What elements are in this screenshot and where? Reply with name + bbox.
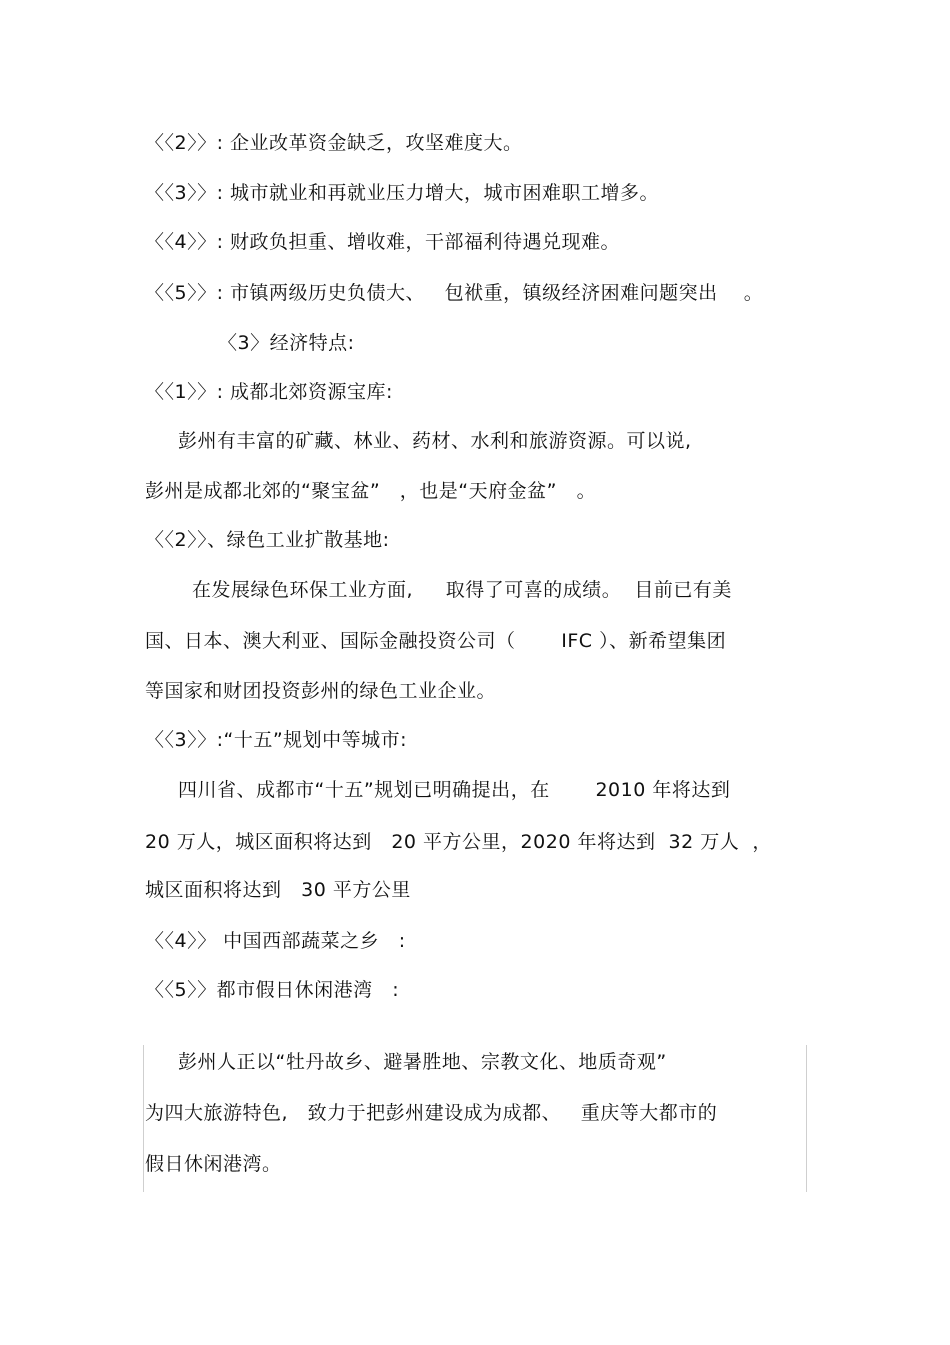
- box-right-border: [806, 1045, 807, 1192]
- paragraph-line: 等国家和财团投资彭州的绿色工业企业。: [145, 680, 497, 702]
- text-line: 〈〈2〉〉: 企业改革资金缺乏，攻坚难度大。: [145, 132, 523, 154]
- paragraph-line: 20 万人，城区面积将达到 20 平方公里，2020 年将达到 32 万人 ，: [145, 831, 772, 853]
- text-line: 〈〈5〉〉: 市镇两级历史负债大、 包袱重，镇级经济困难问题突出 。: [145, 282, 764, 304]
- text-line: 〈〈2〉〉、绿色工业扩散基地:: [145, 529, 390, 551]
- paragraph-line: 彭州有丰富的矿藏、林业、药材、水利和旅游资源。可以说,: [178, 430, 692, 452]
- paragraph-line: 城区面积将达到 30 平方公里: [145, 879, 411, 901]
- paragraph-line: 彭州人正以“牡丹故乡、避暑胜地、宗教文化、地质奇观”: [178, 1051, 667, 1073]
- paragraph-line: 国、日本、澳大利亚、国际金融投资公司（ IFC ）、新希望集团: [145, 630, 727, 652]
- paragraph-line: 为四大旅游特色, 致力于把彭州建设成为成都、 重庆等大都市的: [145, 1102, 718, 1124]
- text-line: 〈〈3〉〉: 城市就业和再就业压力增大，城市困难职工增多。: [145, 182, 660, 204]
- text-line: 〈〈1〉〉: 成都北郊资源宝库:: [145, 381, 393, 403]
- paragraph-line: 在发展绿色环保工业方面, 取得了可喜的成绩。 目前已有美: [192, 579, 732, 601]
- box-left-border: [143, 1045, 144, 1192]
- paragraph-line: 假日休闲港湾。: [145, 1153, 282, 1175]
- text-line: 〈〈4〉〉: 财政负担重、增收难，干部福利待遇兑现难。: [145, 231, 621, 253]
- paragraph-line: 四川省、成都市“十五”规划已明确提出，在 2010 年将达到: [178, 779, 731, 801]
- section-heading: 〈3〉经济特点:: [218, 332, 355, 354]
- text-line: 〈〈5〉〉都市假日休闲港湾 :: [145, 979, 400, 1001]
- text-line: 〈〈4〉〉 中国西部蔬菜之乡 :: [145, 930, 406, 952]
- text-line: 〈〈3〉〉:“十五”规划中等城市:: [145, 729, 408, 751]
- paragraph-line: 彭州是成都北郊的“聚宝盆” ，也是“天府金盆” 。: [145, 480, 597, 502]
